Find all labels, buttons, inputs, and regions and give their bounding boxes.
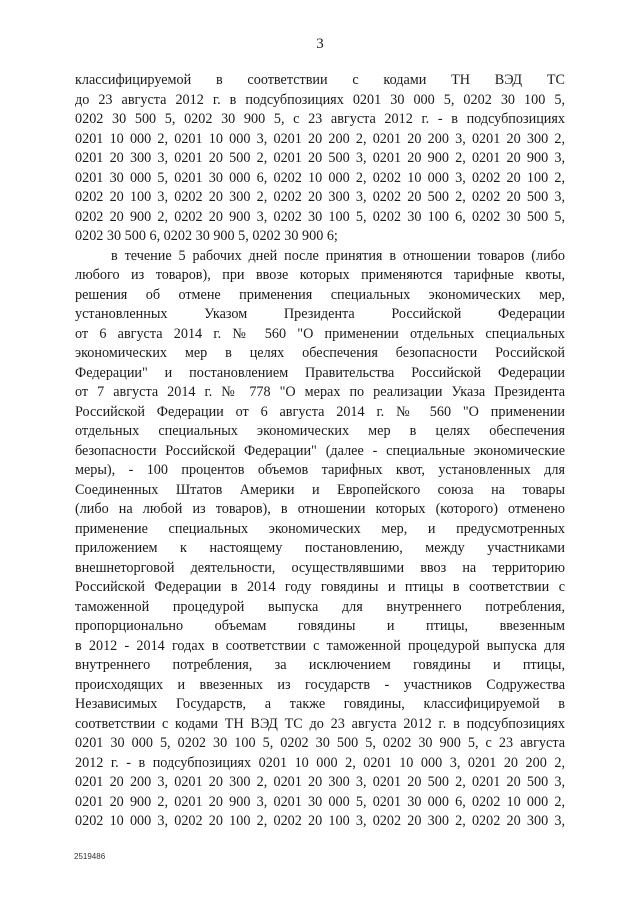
text-line: Российской Федерации от 6 августа 2014 г. № 560 "О применении [75, 403, 565, 420]
text-line: пропорционально объемам говядины и птицы, ввезенным [75, 618, 565, 634]
text-line: происходящих и ввезенных из государств - участников Содружества [75, 676, 565, 693]
text-line: 0201 30 000 5, 0201 30 000 6, 0202 10 000 2, 0202 10 000 3, 0202 20 100 2, [75, 169, 565, 186]
text-line: 0202 10 000 3, 0202 20 100 2, 0202 20 100 3, 0202 20 300 2, 0202 20 300 3, [75, 813, 565, 829]
text-line: отдельных специальных экономических мер в целях обеспечения [75, 423, 565, 439]
body-text [75, 71, 565, 832]
text-line: безопасности Российской Федерации" (далее - специальные экономические [75, 442, 565, 459]
text-line: соответствии с кодами ТН ВЭД ТС до 23 августа 2012 г. в подсубпозициях [75, 715, 565, 732]
text-line: таможенной процедурой выпуска для внутреннего потребления, [75, 598, 565, 615]
text-line: меры), - 100 процентов объемов тарифных квот, установленных для [75, 462, 565, 478]
text-line: применение специальных экономических мер, и предусмотренных [75, 520, 565, 537]
page-number: 3 [316, 36, 324, 52]
text-line: Независимых Государств, а также говядины, классифицируемой в [75, 696, 565, 712]
text-line: приложением к настоящему постановлению, между участниками [75, 540, 565, 556]
text-line: Федерации" и постановлением Правительства Российской Федерации [75, 364, 565, 381]
text-line: 0201 20 300 3, 0201 20 500 2, 0201 20 500 3, 0201 20 900 2, 0201 20 900 3, [75, 150, 565, 166]
text-line: 0201 10 000 2, 0201 10 000 3, 0201 20 200 2, 0201 20 200 3, 0201 20 300 2, [75, 130, 565, 147]
text-line: Соединенных Штатов Америки и Европейского союза на товары [75, 481, 565, 498]
text-line: внешнеторговой деятельности, осуществлявшими ввоз на территорию [75, 559, 565, 576]
text-line: решения об отмене применения специальных экономических мер, [75, 286, 565, 303]
text-line: 0202 30 500 5, 0202 30 900 5, с 23 августа 2012 г. - в подсубпозициях [75, 111, 565, 127]
text-line: от 6 августа 2014 г. № 560 "О применении отдельных специальных [75, 325, 565, 342]
text-line: любого из товаров), при ввозе которых применяются тарифные квоты, [75, 267, 565, 283]
document-code: 2519486 [74, 852, 106, 861]
text-line: 0202 30 500 6, 0202 30 900 5, 0202 30 900 6; [75, 228, 338, 244]
paragraph [75, 247, 565, 832]
text-line: в 2012 - 2014 годах в соответствии с таможенной процедурой выпуска для [75, 637, 565, 654]
text-line: до 23 августа 2012 г. в подсубпозициях 0201 30 000 5, 0202 30 100 5, [75, 91, 565, 108]
text-line: 0201 20 900 2, 0201 20 900 3, 0201 30 000 5, 0201 30 000 6, 0202 10 000 2, [75, 793, 565, 810]
text-line: 0201 20 200 3, 0201 20 300 2, 0201 20 300 3, 0201 20 500 2, 0201 20 500 3, [75, 774, 565, 790]
text-line: внутреннего потребления, за исключением говядины и птицы, [75, 657, 565, 673]
text-line: установленных Указом Президента Российской Федерации [75, 306, 565, 322]
text-line: экономических мер в целях обеспечения безопасности Российской [75, 345, 565, 361]
text-line: в течение 5 рабочих дней после принятия в отношении товаров (либо [111, 247, 565, 264]
text-line: 2012 г. - в подсубпозициях 0201 10 000 2, 0201 10 000 3, 0201 20 200 2, [75, 754, 565, 771]
paragraph [75, 71, 565, 247]
text-line: 0202 20 900 2, 0202 20 900 3, 0202 30 100 5, 0202 30 100 6, 0202 30 500 5, [75, 208, 565, 225]
text-line: (либо на любой из товаров), в отношении которых (которого) отменено [75, 501, 565, 517]
text-line: 0201 30 000 5, 0202 30 100 5, 0202 30 500 5, 0202 30 900 5, с 23 августа [75, 735, 565, 751]
text-line: Российской Федерации в 2014 году говядины и птицы в соответствии с [75, 579, 565, 595]
text-line: классифицируемой в соответствии с кодами ТН ВЭД ТС [75, 72, 565, 88]
text-line: от 7 августа 2014 г. № 778 "О мерах по реализации Указа Президента [75, 384, 565, 400]
text-line: 0202 20 100 3, 0202 20 300 2, 0202 20 300 3, 0202 20 500 2, 0202 20 500 3, [75, 189, 565, 205]
